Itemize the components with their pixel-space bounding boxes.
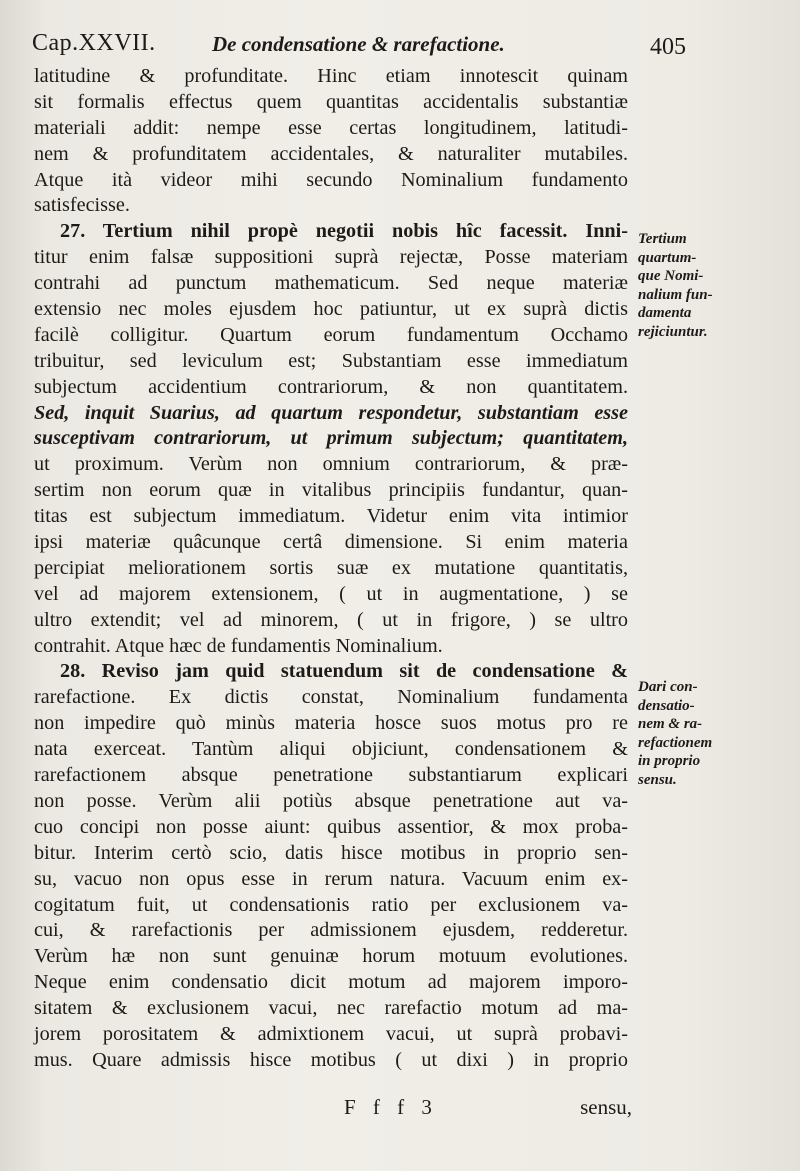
text-line: materiali addit: nempe esse certas longitudinem, latitudi- [34, 116, 628, 139]
margin-note-line: Dari con- [638, 679, 698, 695]
page-number: 405 [650, 34, 686, 60]
suarius-quote-line: susceptivam contrariorum, ut primum subjectum; quantitatem, [34, 427, 628, 450]
text-line: tribuitur, sed leviculum est; Substantiam esse immediatum [34, 349, 628, 372]
page-header [32, 30, 752, 62]
text-line: Verùm hæ non sunt genuinæ horum motuum evolutiones. [34, 945, 628, 968]
text-line: contrahit. Atque hæc de fundamentis Nominalium. [34, 634, 443, 657]
margin-note-line: in proprio [638, 753, 701, 769]
text-line: ipsi materiæ quâcunque certâ dimensione. Si enim materia [34, 531, 628, 554]
chapter-heading: Cap.XXVII. [32, 30, 156, 56]
text-line: rarefactione. Ex dictis constat, Nominalium fundamenta [34, 686, 628, 709]
margin-note-line: damenta [638, 305, 692, 321]
text-line: non impedire quò minùs materia hosce suos motus pro re [34, 712, 628, 735]
text-line: nata exerceat. Tantùm aliqui objiciunt, condensationem & [34, 738, 628, 761]
margin-note-line: que Nomi- [638, 268, 704, 284]
margin-note-line: quartum- [638, 249, 697, 266]
text-line: non posse. Verùm alii potiùs absque penetratione aut va- [34, 789, 628, 812]
text-line: sitatem & exclusionem vacui, nec rarefactio motum ad ma- [34, 997, 628, 1020]
text-line: sertim non eorum quæ in vitalibus principiis fundantur, quan- [34, 479, 628, 502]
margin-note-line: nem & ra- [638, 716, 703, 732]
margin-note-line: rejiciuntur. [638, 323, 708, 340]
text-line: satisfecisse. [34, 194, 130, 217]
text-line: Atque ità videor mihi secundo Nominalium fundamento [34, 168, 628, 191]
margin-note-line: Tertium [638, 231, 687, 247]
text-line: percipiat meliorationem sortis suæ ex mutatione quantitatis, [34, 556, 628, 579]
paragraph-28-start: 28. Reviso jam quid statuendum sit de condensatione & [60, 660, 628, 683]
catchword: sensu, [580, 1095, 632, 1119]
text-line: extensio nec moles ejusdem hoc patiuntur, ut ex suprà dictis [34, 298, 628, 321]
text-line: titur enim falsæ suppositioni suprà rejectæ, Posse materiam [34, 246, 628, 269]
paragraph-27-start: 27. Tertium nihil propè negotii nobis hîc facessit. Inni- [60, 220, 628, 243]
text-line: latitudine & profunditate. Hinc etiam innotescit quinam [34, 65, 628, 87]
text-line: bitur. Interim certò scio, datis hisce motibus in proprio sen- [34, 841, 628, 864]
text-line: vel ad majorem extensionem, ( ut in augmentatione, ) se [34, 582, 628, 605]
text-line: contrahi ad punctum mathematicum. Sed neque materiæ [34, 272, 628, 295]
text-line: jorem porositatem & admixtionem vacui, ut suprà probavi- [34, 1022, 628, 1045]
running-title: De condensatione & rarefactione. [212, 32, 505, 56]
margin-note-28 [638, 678, 730, 789]
text-line: cuo concipi non posse aiunt: quibus assentior, & mox proba- [34, 815, 628, 838]
text-line: titas est subjectum immediatum. Videtur enim vita intimior [34, 505, 628, 528]
signature-mark: F f f 3 [344, 1095, 438, 1119]
text-line: ultro extendit; vel ad minorem, ( ut in frigore, ) se ultro [34, 608, 628, 631]
text-line: subjectum accidentium contrariorum, & non quantitatem. [34, 375, 628, 398]
text-line: cui, & rarefactionis per admissionem ejusdem, redderetur. [34, 919, 628, 942]
margin-note-line: densatio- [638, 697, 695, 714]
text-line: mus. Quare admissis hisce motibus ( ut dixi ) in proprio [34, 1048, 628, 1071]
main-text-block [34, 64, 628, 1074]
text-line: sit formalis effectus quem quantitas accidentalis substantiæ [34, 90, 628, 113]
text-line: su, vacuo non opus esse in rerum natura. Vacuum enim ex- [34, 867, 628, 890]
margin-note-line: nalium fun- [638, 286, 713, 303]
text-line: nem & profunditatem accidentales, & naturaliter mutabiles. [34, 142, 628, 165]
text-line: facilè colligitur. Quartum eorum fundamentum Occhamo [34, 323, 628, 346]
margin-note-line: sensu. [638, 771, 677, 788]
text-line: rarefactionem absque penetratione substantiarum explicari [34, 764, 628, 787]
suarius-quote-line: Sed, inquit Suarius, ad quartum respondetur, substantiam esse [34, 401, 628, 424]
text-line: cogitatum fuit, ut condensationis ratio per exclusionem va- [34, 893, 628, 916]
text-line: Neque enim condensatio dicit motum ad majorem imporo- [34, 971, 628, 994]
margin-note-27 [638, 230, 730, 341]
margin-note-line: refactionem [638, 734, 713, 751]
text-line: ut proximum. Verùm non omnium contrariorum, & præ- [34, 453, 628, 476]
page-footer [34, 1095, 632, 1123]
